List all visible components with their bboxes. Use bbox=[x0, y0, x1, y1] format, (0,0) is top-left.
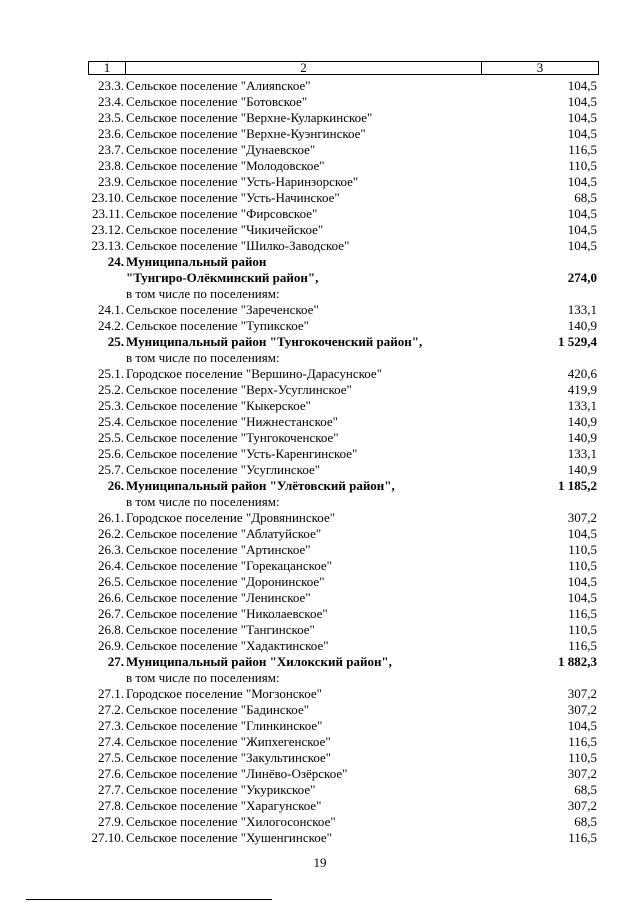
table-row bbox=[88, 478, 599, 494]
row-name: Муниципальный район bbox=[126, 254, 267, 269]
row-value: 116,5 bbox=[568, 830, 597, 845]
row-name: Сельское поселение "Ботовское" bbox=[126, 94, 308, 109]
table-row bbox=[88, 526, 599, 542]
row-value: 307,2 bbox=[567, 702, 597, 717]
row-value: 274,0 bbox=[567, 270, 597, 285]
row-number: 23.9. bbox=[98, 174, 124, 189]
row-number: 27.9. bbox=[98, 814, 124, 829]
table-row bbox=[88, 318, 599, 334]
table-body bbox=[88, 78, 599, 846]
row-number: 27.1. bbox=[98, 686, 124, 701]
row-value: 307,2 bbox=[567, 686, 597, 701]
row-name: Сельское поселение "Молодовское" bbox=[126, 158, 325, 173]
row-number: 25.4. bbox=[98, 414, 124, 429]
row-name: в том числе по поселениям: bbox=[126, 670, 280, 685]
row-value: 104,5 bbox=[567, 174, 597, 189]
row-number: 25.2. bbox=[98, 382, 124, 397]
row-name: в том числе по поселениям: bbox=[126, 286, 280, 301]
row-name: Сельское поселение "Нижнестанское" bbox=[126, 414, 338, 429]
row-value: 140,9 bbox=[567, 318, 597, 333]
row-value: 116,5 bbox=[568, 606, 597, 621]
row-value: 116,5 bbox=[568, 638, 597, 653]
row-name: Муниципальный район "Хилокский район", bbox=[126, 654, 392, 669]
row-value: 68,5 bbox=[574, 782, 597, 797]
table-row bbox=[88, 718, 599, 734]
table-row bbox=[88, 782, 599, 798]
table-row bbox=[88, 94, 599, 110]
row-name: Сельское поселение "Хадактинское" bbox=[126, 638, 329, 653]
table-row bbox=[88, 398, 599, 414]
row-number: 23.11. bbox=[91, 206, 124, 221]
row-name: Сельское поселение "Линёво-Озёрское" bbox=[126, 766, 348, 781]
row-number: 27.6. bbox=[98, 766, 124, 781]
row-value: 104,5 bbox=[567, 126, 597, 141]
table-row bbox=[88, 734, 599, 750]
row-number: 26.5. bbox=[98, 574, 124, 589]
row-name: Сельское поселение "Артинское" bbox=[126, 542, 311, 557]
footer-divider bbox=[26, 899, 272, 900]
row-value: 140,9 bbox=[567, 462, 597, 477]
table-row bbox=[88, 654, 599, 670]
row-number: 26.9. bbox=[98, 638, 124, 653]
table-row bbox=[88, 78, 599, 94]
row-name: Городское поселение "Вершино-Дарасунское" bbox=[126, 366, 383, 381]
row-name: Сельское поселение "Закультинское" bbox=[126, 750, 332, 765]
row-value: 116,5 bbox=[568, 142, 597, 157]
row-value: 133,1 bbox=[567, 302, 597, 317]
table-row bbox=[88, 158, 599, 174]
row-name: Сельское поселение "Хилогосонское" bbox=[126, 814, 336, 829]
row-number: 24.1. bbox=[98, 302, 124, 317]
row-number: 25.7. bbox=[98, 462, 124, 477]
row-name: Сельское поселение "Николаевское" bbox=[126, 606, 328, 621]
row-number: 24.2. bbox=[98, 318, 124, 333]
row-value: 104,5 bbox=[567, 574, 597, 589]
table-row bbox=[88, 334, 599, 350]
row-number: 23.5. bbox=[98, 110, 124, 125]
table-row bbox=[88, 414, 599, 430]
row-value: 68,5 bbox=[574, 190, 597, 205]
row-value: 1 185,2 bbox=[558, 478, 597, 493]
row-number: 27.8. bbox=[98, 798, 124, 813]
row-number: 27.4. bbox=[98, 734, 124, 749]
row-name: в том числе по поселениям: bbox=[126, 494, 280, 509]
table-row bbox=[88, 686, 599, 702]
table-header bbox=[88, 61, 599, 75]
table-row bbox=[88, 350, 599, 366]
row-name: Сельское поселение "Верх-Усуглинское" bbox=[126, 382, 352, 397]
row-value: 104,5 bbox=[567, 238, 597, 253]
header-col-3: 3 bbox=[536, 60, 544, 75]
row-value: 307,2 bbox=[567, 798, 597, 813]
header-col-2: 2 bbox=[126, 62, 482, 74]
row-name: Сельское поселение "Горекацанское" bbox=[126, 558, 332, 573]
table-row bbox=[88, 766, 599, 782]
row-number: 26.7. bbox=[98, 606, 124, 621]
table-row bbox=[88, 174, 599, 190]
table-row bbox=[88, 830, 599, 846]
row-name: Сельское поселение "Ленинское" bbox=[126, 590, 311, 605]
row-number: 27.7. bbox=[98, 782, 124, 797]
table-row bbox=[88, 366, 599, 382]
row-number: 23.7. bbox=[98, 142, 124, 157]
table-row bbox=[88, 110, 599, 126]
table-row bbox=[88, 542, 599, 558]
row-value: 110,5 bbox=[568, 750, 597, 765]
row-number: 26.1. bbox=[98, 510, 124, 525]
row-name: Сельское поселение "Тунгокоченское" bbox=[126, 430, 339, 445]
row-number: 23.13. bbox=[91, 238, 124, 253]
row-name: Городское поселение "Могзонское" bbox=[126, 686, 322, 701]
row-value: 1 529,4 bbox=[558, 334, 597, 349]
table-row bbox=[88, 622, 599, 638]
table-row bbox=[88, 270, 599, 286]
row-value: 104,5 bbox=[567, 590, 597, 605]
table-row bbox=[88, 702, 599, 718]
row-value: 68,5 bbox=[574, 814, 597, 829]
row-name: в том числе по поселениям: bbox=[126, 350, 280, 365]
row-value: 133,1 bbox=[567, 446, 597, 461]
row-value: 133,1 bbox=[567, 398, 597, 413]
table-row bbox=[88, 206, 599, 222]
row-name: Сельское поселение "Усуглинское" bbox=[126, 462, 321, 477]
row-name: Сельское поселение "Верхне-Куларкинское" bbox=[126, 110, 373, 125]
row-value: 110,5 bbox=[568, 158, 597, 173]
row-value: 140,9 bbox=[567, 414, 597, 429]
row-name: "Тунгиро-Олёкминский район", bbox=[126, 270, 319, 285]
row-number: 25.5. bbox=[98, 430, 124, 445]
table-row bbox=[88, 254, 599, 270]
row-number: 26.4. bbox=[98, 558, 124, 573]
row-value: 104,5 bbox=[567, 206, 597, 221]
row-number: 27.5. bbox=[98, 750, 124, 765]
row-value: 104,5 bbox=[567, 78, 597, 93]
table-row bbox=[88, 286, 599, 302]
row-value: 104,5 bbox=[567, 718, 597, 733]
table-row bbox=[88, 814, 599, 830]
table-row bbox=[88, 302, 599, 318]
row-name: Сельское поселение "Харагунское" bbox=[126, 798, 322, 813]
table-row bbox=[88, 494, 599, 510]
row-name: Сельское поселение "Аблатуйское" bbox=[126, 526, 322, 541]
table-row bbox=[88, 430, 599, 446]
row-name: Сельское поселение "Дунаевское" bbox=[126, 142, 316, 157]
row-value: 140,9 bbox=[567, 430, 597, 445]
row-name: Сельское поселение "Доронинское" bbox=[126, 574, 325, 589]
row-number: 27.3. bbox=[98, 718, 124, 733]
table-row bbox=[88, 590, 599, 606]
table-row bbox=[88, 142, 599, 158]
row-number: 24. bbox=[107, 254, 124, 269]
row-value: 104,5 bbox=[567, 94, 597, 109]
row-value: 110,5 bbox=[568, 542, 597, 557]
row-number: 27.2. bbox=[98, 702, 124, 717]
table-row bbox=[88, 382, 599, 398]
row-number: 25.6. bbox=[98, 446, 124, 461]
row-value: 307,2 bbox=[567, 510, 597, 525]
table-row bbox=[88, 798, 599, 814]
table-row bbox=[88, 574, 599, 590]
row-name: Сельское поселение "Алияnское" bbox=[126, 78, 311, 93]
row-number: 26.6. bbox=[98, 590, 124, 605]
table-row bbox=[88, 510, 599, 526]
row-name: Сельское поселение "Усть-Начинское" bbox=[126, 190, 340, 205]
table-row bbox=[88, 750, 599, 766]
row-value: 110,5 bbox=[568, 558, 597, 573]
row-value: 1 882,3 bbox=[558, 654, 597, 669]
row-number: 23.3. bbox=[98, 78, 124, 93]
row-number: 25.3. bbox=[98, 398, 124, 413]
row-name: Сельское поселение "Чикичейское" bbox=[126, 222, 324, 237]
table-row bbox=[88, 558, 599, 574]
row-name: Сельское поселение "Верхне-Куэнгинское" bbox=[126, 126, 366, 141]
row-name: Сельское поселение "Укурикское" bbox=[126, 782, 316, 797]
row-number: 27. bbox=[107, 654, 124, 669]
row-value: 307,2 bbox=[567, 766, 597, 781]
row-number: 27.10. bbox=[91, 830, 124, 845]
row-number: 23.8. bbox=[98, 158, 124, 173]
row-number: 26.2. bbox=[98, 526, 124, 541]
row-name: Сельское поселение "Шилко-Заводское" bbox=[126, 238, 350, 253]
row-name: Сельское поселение "Усть-Наринзорское" bbox=[126, 174, 359, 189]
row-name: Сельское поселение "Бадинское" bbox=[126, 702, 310, 717]
table-row bbox=[88, 190, 599, 206]
table-row bbox=[88, 446, 599, 462]
table-row bbox=[88, 222, 599, 238]
row-number: 23.10. bbox=[91, 190, 124, 205]
row-value: 104,5 bbox=[567, 222, 597, 237]
page-number: 19 bbox=[313, 855, 327, 870]
table-row bbox=[88, 638, 599, 654]
table-row bbox=[88, 126, 599, 142]
row-number: 26.3. bbox=[98, 542, 124, 557]
row-number: 25.1. bbox=[98, 366, 124, 381]
row-name: Сельское поселение "Кыкерское" bbox=[126, 398, 311, 413]
row-name: Сельское поселение "Тангинское" bbox=[126, 622, 315, 637]
row-number: 26.8. bbox=[98, 622, 124, 637]
row-value: 116,5 bbox=[568, 734, 597, 749]
row-number: 23.4. bbox=[98, 94, 124, 109]
table-row bbox=[88, 670, 599, 686]
row-name: Городское поселение "Дровянинское" bbox=[126, 510, 336, 525]
row-number: 26. bbox=[107, 478, 124, 493]
table-row bbox=[88, 238, 599, 254]
row-name: Сельское поселение "Фирсовское" bbox=[126, 206, 318, 221]
row-name: Сельское поселение "Глинкинское" bbox=[126, 718, 323, 733]
row-value: 104,5 bbox=[567, 526, 597, 541]
row-number: 23.6. bbox=[98, 126, 124, 141]
table-row bbox=[88, 606, 599, 622]
row-name: Сельское поселение "Тупикское" bbox=[126, 318, 309, 333]
row-value: 104,5 bbox=[567, 110, 597, 125]
row-name: Сельское поселение "Хушенгинское" bbox=[126, 830, 332, 845]
header-col-1: 1 bbox=[89, 62, 126, 74]
row-name: Сельское поселение "Усть-Каренгинское" bbox=[126, 446, 358, 461]
row-name: Муниципальный район "Тунгокоченский район", bbox=[126, 334, 423, 349]
row-number: 25. bbox=[107, 334, 124, 349]
row-value: 419,9 bbox=[567, 382, 597, 397]
row-name: Сельское поселение "Жипхегенское" bbox=[126, 734, 331, 749]
row-name: Сельское поселение "Зареченское" bbox=[126, 302, 319, 317]
table-row bbox=[88, 462, 599, 478]
row-number: 23.12. bbox=[91, 222, 124, 237]
row-value: 110,5 bbox=[568, 622, 597, 637]
row-name: Муниципальный район "Улётовский район", bbox=[126, 478, 395, 493]
row-value: 420,6 bbox=[567, 366, 597, 381]
